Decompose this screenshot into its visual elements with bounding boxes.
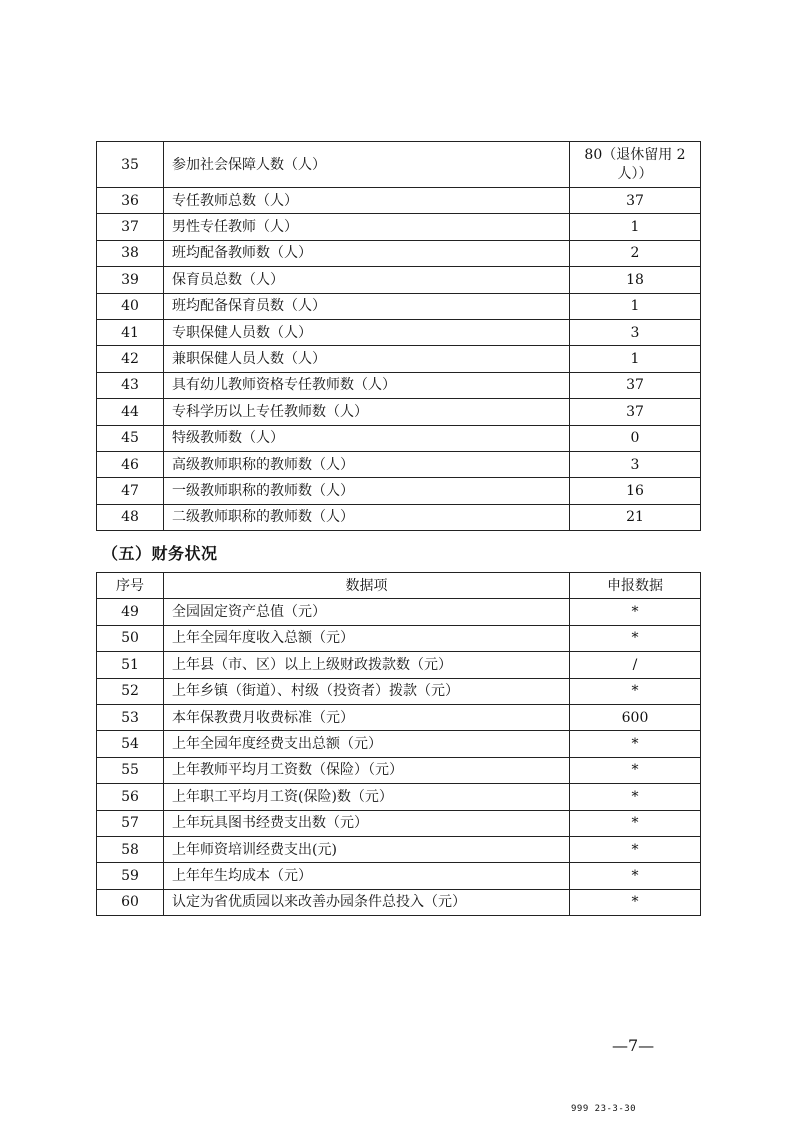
row-value: *	[570, 863, 701, 889]
table-row	[97, 625, 701, 651]
row-number: 36	[97, 188, 164, 214]
row-number: 58	[97, 836, 164, 862]
row-value: 1	[570, 214, 701, 240]
section-title: （五）财务状况	[102, 544, 218, 563]
row-item: 专任教师总数（人）	[164, 188, 570, 214]
row-item: 上年教师平均月工资数（保险）（元）	[164, 757, 570, 783]
row-value: 3	[570, 451, 701, 477]
table-row	[97, 478, 701, 504]
table-row	[97, 599, 701, 625]
row-value: *	[570, 889, 701, 915]
table-row	[97, 346, 701, 372]
table-row	[97, 836, 701, 862]
table-header-row	[97, 573, 701, 599]
row-number: 54	[97, 731, 164, 757]
row-value: *	[570, 731, 701, 757]
row-value: /	[570, 652, 701, 678]
header-number: 序号	[97, 573, 164, 599]
row-number: 42	[97, 346, 164, 372]
row-value: 37	[570, 372, 701, 398]
finance-table	[96, 572, 701, 916]
row-value: *	[570, 810, 701, 836]
row-number: 45	[97, 425, 164, 451]
row-value: 2	[570, 240, 701, 266]
row-item: 上年职工平均月工资(保险)数（元）	[164, 784, 570, 810]
row-item: 上年师资培训经费支出(元)	[164, 836, 570, 862]
row-item: 上年玩具图书经费支出数（元）	[164, 810, 570, 836]
table-row	[97, 652, 701, 678]
table-row	[97, 240, 701, 266]
table-row	[97, 188, 701, 214]
staff-table	[96, 141, 701, 531]
row-item: 男性专任教师（人）	[164, 214, 570, 240]
row-number: 53	[97, 704, 164, 730]
row-item: 全园固定资产总值（元）	[164, 599, 570, 625]
row-number: 43	[97, 372, 164, 398]
row-value: 0	[570, 425, 701, 451]
header-value: 申报数据	[570, 573, 701, 599]
table-row	[97, 451, 701, 477]
table-row	[97, 678, 701, 704]
row-value: *	[570, 678, 701, 704]
row-item: 二级教师职称的教师数（人）	[164, 504, 570, 530]
row-item: 班均配备教师数（人）	[164, 240, 570, 266]
table-row	[97, 214, 701, 240]
table-row	[97, 784, 701, 810]
row-number: 38	[97, 240, 164, 266]
row-item: 一级教师职称的教师数（人）	[164, 478, 570, 504]
table-row	[97, 810, 701, 836]
staff-table-body	[97, 142, 701, 531]
row-number: 48	[97, 504, 164, 530]
row-item: 高级教师职称的教师数（人）	[164, 451, 570, 477]
row-value: 3	[570, 319, 701, 345]
row-number: 56	[97, 784, 164, 810]
row-number: 51	[97, 652, 164, 678]
row-number: 49	[97, 599, 164, 625]
row-value: 18	[570, 267, 701, 293]
row-number: 50	[97, 625, 164, 651]
row-number: 60	[97, 889, 164, 915]
row-item: 具有幼儿教师资格专任教师数（人）	[164, 372, 570, 398]
row-item: 专科学历以上专任教师数（人）	[164, 399, 570, 425]
table-row	[97, 142, 701, 188]
row-number: 55	[97, 757, 164, 783]
row-item: 班均配备保育员数（人）	[164, 293, 570, 319]
row-item: 参加社会保障人数（人）	[164, 142, 570, 188]
row-value: 21	[570, 504, 701, 530]
table-row	[97, 504, 701, 530]
row-number: 57	[97, 810, 164, 836]
table-row	[97, 319, 701, 345]
row-item: 本年保教费月收费标准（元）	[164, 704, 570, 730]
row-value: 80（退休留用 2 人））	[570, 142, 701, 188]
row-value: *	[570, 836, 701, 862]
row-number: 52	[97, 678, 164, 704]
table-row	[97, 425, 701, 451]
row-item: 认定为省优质园以来改善办园条件总投入（元）	[164, 889, 570, 915]
print-stamp: 999 23-3-30	[571, 1104, 637, 1114]
table-row	[97, 267, 701, 293]
table-row	[97, 889, 701, 915]
table-row	[97, 399, 701, 425]
row-value: 37	[570, 399, 701, 425]
row-number: 59	[97, 863, 164, 889]
table-row	[97, 731, 701, 757]
row-number: 41	[97, 319, 164, 345]
table-row	[97, 757, 701, 783]
row-value: 16	[570, 478, 701, 504]
finance-table-body	[97, 573, 701, 916]
row-number: 44	[97, 399, 164, 425]
row-item: 上年全园年度收入总额（元）	[164, 625, 570, 651]
row-value: *	[570, 625, 701, 651]
table-row	[97, 293, 701, 319]
row-item: 上年年生均成本（元）	[164, 863, 570, 889]
row-item: 保育员总数（人）	[164, 267, 570, 293]
row-value: 37	[570, 188, 701, 214]
row-value: 600	[570, 704, 701, 730]
row-number: 46	[97, 451, 164, 477]
row-item: 专职保健人员数（人）	[164, 319, 570, 345]
row-item: 特级教师数（人）	[164, 425, 570, 451]
page-number: —7—	[612, 1036, 655, 1055]
row-item: 上年县（市、区）以上上级财政拨款数（元）	[164, 652, 570, 678]
row-number: 47	[97, 478, 164, 504]
table-row	[97, 863, 701, 889]
row-value: 1	[570, 346, 701, 372]
row-value: *	[570, 784, 701, 810]
row-value: *	[570, 599, 701, 625]
row-number: 37	[97, 214, 164, 240]
table-row	[97, 372, 701, 398]
row-number: 35	[97, 142, 164, 188]
row-item: 上年乡镇（街道）、村级（投资者）拨款（元）	[164, 678, 570, 704]
row-item: 上年全园年度经费支出总额（元）	[164, 731, 570, 757]
table-row	[97, 704, 701, 730]
row-item: 兼职保健人员人数（人）	[164, 346, 570, 372]
row-number: 39	[97, 267, 164, 293]
row-value: 1	[570, 293, 701, 319]
row-number: 40	[97, 293, 164, 319]
header-item: 数据项	[164, 573, 570, 599]
row-value: *	[570, 757, 701, 783]
